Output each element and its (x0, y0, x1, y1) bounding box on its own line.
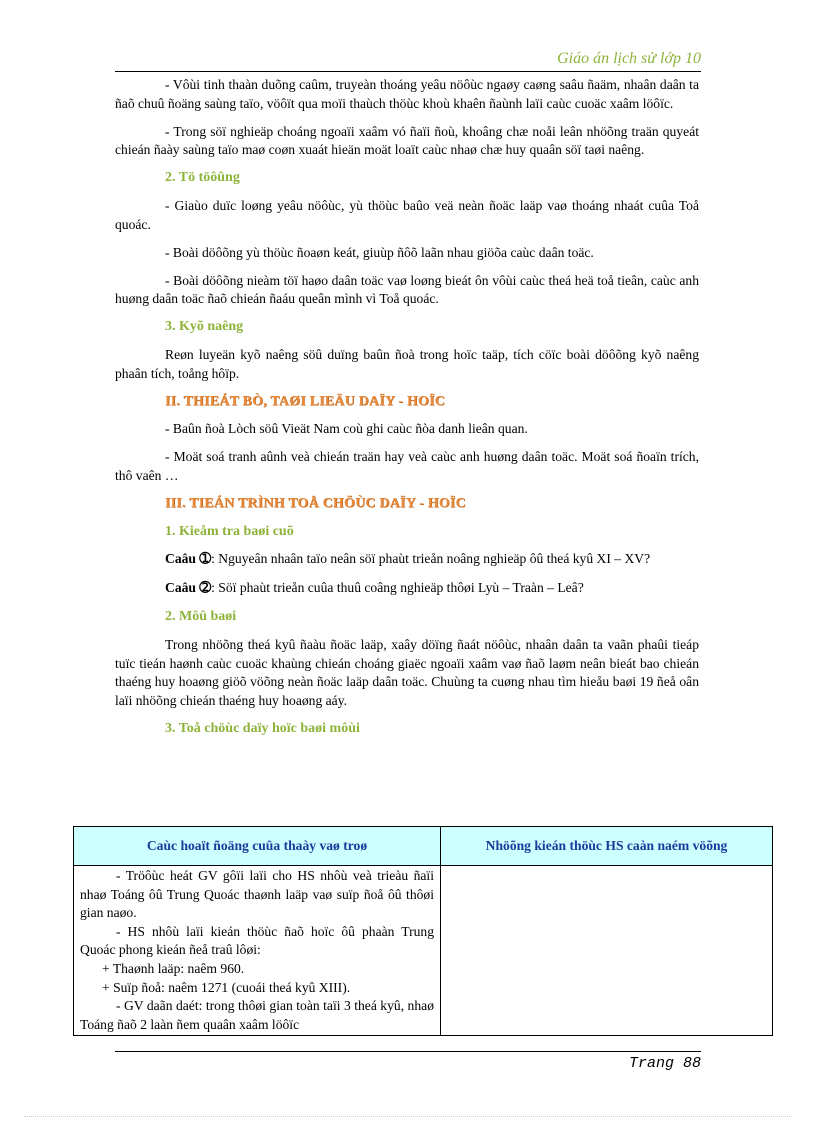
question-1 (115, 550, 699, 570)
paragraph-2: - Trong söï nghieäp choáng ngoaïi xaâm vó ñaïi ñoù, khoâng chæ noåi leân nhöõng traän quyeát chieán ñaày saùng taïo maø coøn xuaát hieän moät loaït caùc nhaø chæ huy quaân söï taøi naêng. (115, 123, 699, 158)
question-2-text: : Söï phaùt trieån cuûa thuû coâng nghieäp thôøi Lyù – Traàn – Leâ? (211, 580, 584, 596)
heading-tien-trinh: III. TIEÁN TRÌNH TOÅ CHÖÙC DAÏY - HOÏC (165, 496, 466, 512)
lesson-table (73, 826, 773, 1036)
question-2-label: Caâu (165, 580, 196, 596)
table-header-row (74, 827, 773, 866)
paragraph-7: - Baûn ñoà Lòch söû Vieät Nam coù ghi caùc ñòa danh lieân quan. (165, 421, 528, 437)
heading-thiet-bi: II. THIEÁT BÒ, TAØI LIEÄU DAÏY - HOÏC (165, 393, 446, 409)
paragraph-3: - Giaùo duïc loøng yeâu nöôùc, yù thöùc baûo veä neàn ñoäc laäp vaø thoáng nhaát cuûa Toå quoác. (115, 197, 699, 232)
heading-to-chuc: 3. Toå chöùc daïy hoïc baøi môùi (165, 720, 360, 736)
cell-line-2: - HS nhôù laïi kieán thöùc ñaõ hoïc ôû phaàn Trung Quoác phong kieán ñeå traû lôøi: (80, 923, 434, 958)
question-2 (115, 579, 699, 599)
cell-line-1: - Tröôùc heát GV gôïi laïi cho HS nhôù veà trieàu ñaïi nhaø Toáng ôû Trung Quoác thaønh laäp vaø suïp ñoå ôû thôøi gian naøo. (80, 868, 434, 921)
cell-line-5: - GV daãn daét: trong thôøi gian toàn taïi 3 theá kyû, nhaø Toáng ñaõ 2 laàn ñem quaân xaâm löôïc (80, 998, 434, 1032)
paragraph-1: - Vôùi tinh thaàn duõng caûm, truyeàn thoáng yeâu nöôùc ngaøy caøng saâu ñaäm, nhaân daân ta ñaõ chuû ñoäng saùng taïo, vöôït qua moïi thaùch thöùc khoù khaên ñaùnh laïi caùc cuoäc xaâm löôïc. (115, 77, 699, 111)
table-cell-activities (74, 866, 441, 1036)
heading-mo-bai: 2. Môû baøi (165, 609, 237, 625)
heading-tu-tuong: 2. Tö töôûng (165, 170, 240, 186)
question-1-label: Caâu (165, 551, 196, 567)
cell-line-4: + Suïp ñoå: naêm 1271 (cuoái theá kyû XIII). (102, 979, 351, 995)
table-row (74, 866, 773, 1036)
page-number: Trang 88 (628, 1055, 701, 1072)
page-header-title: Giáo án lịch sử lớp 10 (557, 50, 701, 67)
circled-one-icon: ➀ (199, 552, 212, 568)
lesson-table-wrap (73, 826, 773, 1036)
table-header-knowledge: Nhöõng kieán thöùc HS caàn naém vöõng (441, 827, 773, 866)
paragraph-5: - Boài döôõng nieàm töï haøo daân toäc vaø loøng bieát ôn vôùi caùc theá heä toå tieân, caùc anh huøng daân toäc ñaõ chieán ñaáu queân mình vì Toå quoác. (115, 272, 699, 307)
cell-line-3: + Thaønh laäp: naêm 960. (102, 960, 245, 976)
heading-ky-nang: 3. Kyõ naêng (165, 319, 244, 335)
paragraph-9: Trong nhöõng theá kyû ñaàu ñoäc laäp, xaây döïng ñaát nöôùc, nhaân daân ta vaãn phaûi tieáp tuïc tieán haønh caùc cuoäc khaùng chieán choáng giaëc ngoaïi xaâm vaø ñaõ laøm neân bieát bao chieán thaéng huy hoaøng giöõ vöõng neàn ñoäc laäp daân toäc. Chuùng ta cuøng nhau tìm hieåu baøi 19 ñeå oân laïi nhöõng chieán thaéng huy hoaøng aáy. (115, 637, 699, 708)
footer-rule (115, 1051, 701, 1052)
header-rule (115, 71, 701, 72)
paragraph-8: - Moät soá tranh aûnh veà chieán traän hay veà caùc anh huøng daân toäc. Moät soá ñoaïn trích, thô vaên … (115, 449, 699, 483)
table-header-activities: Caùc hoaït ñoäng cuûa thaày vaø troø (74, 827, 441, 866)
question-1-text: : Nguyeân nhaân taïo neân söï phaùt trieån noâng nghieäp ôû theá kyû XI – XV? (211, 551, 651, 567)
table-cell-knowledge (441, 866, 773, 1036)
document-body (115, 76, 699, 748)
paragraph-6: Reøn luyeän kyõ naêng söû duïng baûn ñoà trong hoïc taäp, tích cöïc boài döôõng kyõ naêng phaân tích, toång hôïp. (115, 347, 699, 381)
circled-two-icon: ➁ (199, 581, 212, 597)
heading-kiem-tra: 1. Kieåm tra baøi cuõ (165, 523, 294, 539)
page-bottom-divider (24, 1116, 792, 1117)
paragraph-4: - Boài döôõng yù thöùc ñoaøn keát, giuùp ñôõ laãn nhau giöõa caùc daân toäc. (165, 244, 594, 260)
